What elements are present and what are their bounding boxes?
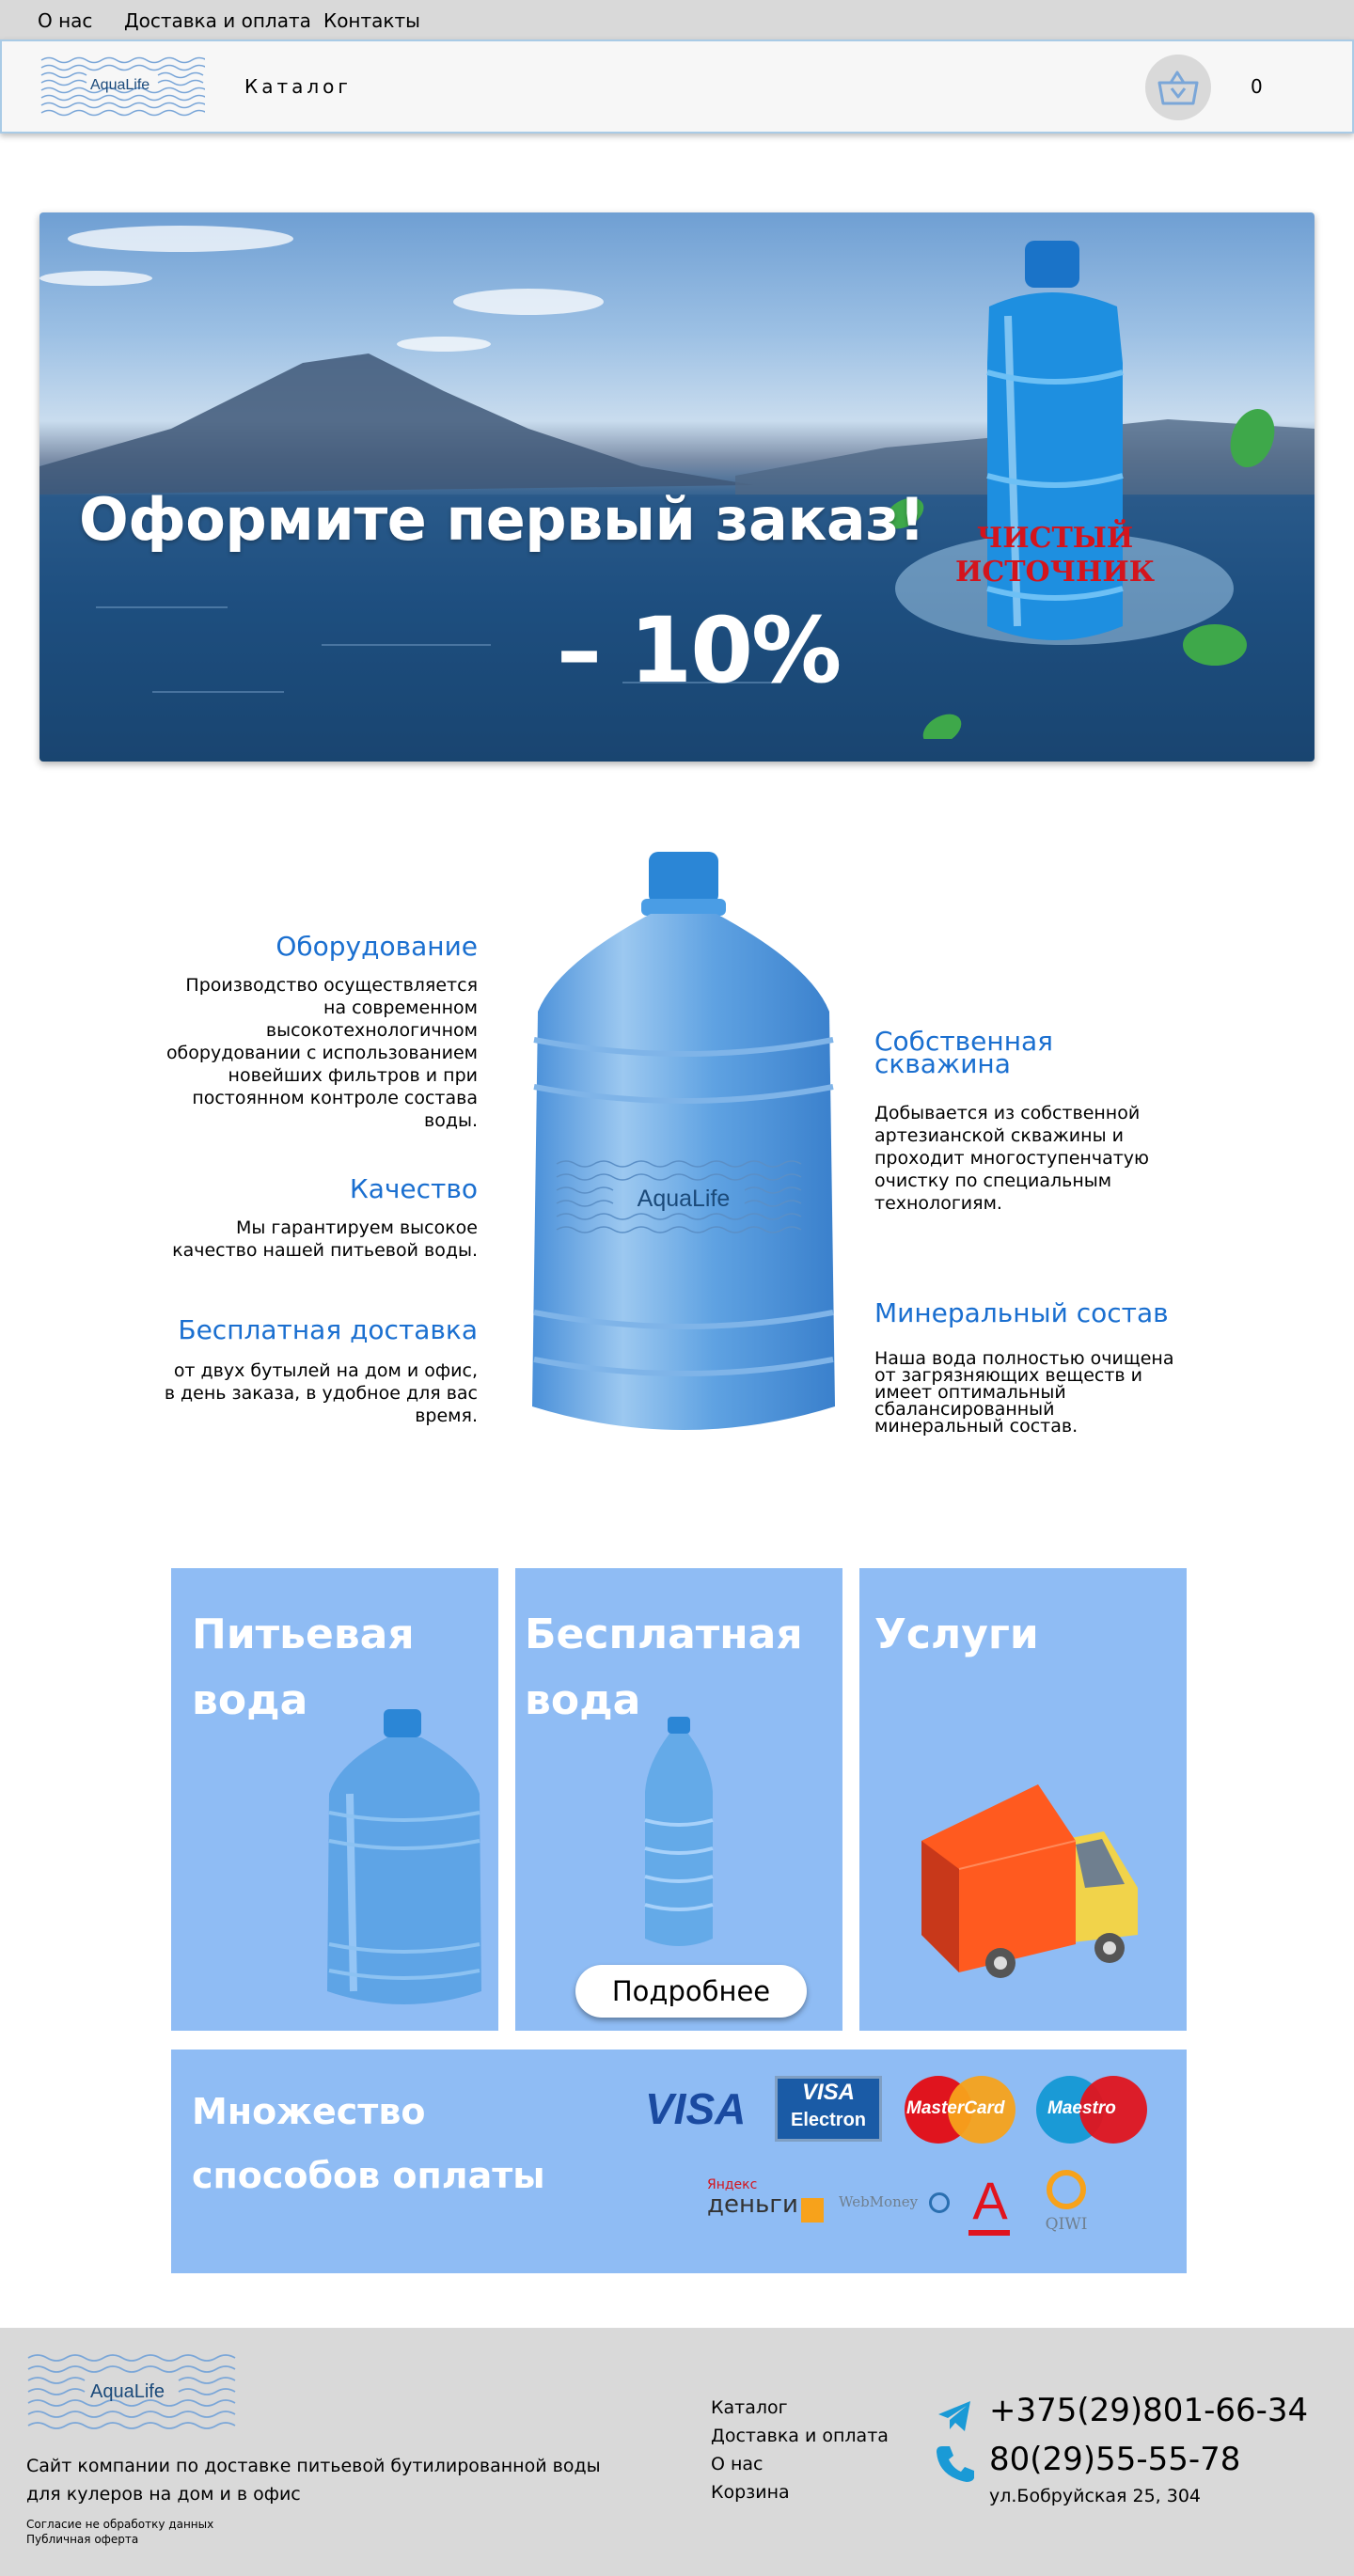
header-logo[interactable] [39,55,205,122]
yandex-money-logo: Яндекс деньги [707,2177,829,2230]
visa-electron-logo: VISA Electron [775,2076,882,2142]
phone-telegram[interactable]: +375(29)801-66-34 [989,2392,1309,2429]
footer-link-cart[interactable]: Корзина [711,2482,790,2503]
card-services-title: Услуги [874,1610,1039,1658]
cart-button[interactable] [1145,55,1211,120]
nav-contacts-link[interactable]: Контакты [323,9,420,32]
basket-icon [1145,55,1211,120]
promo-banner[interactable] [39,212,1315,762]
nav-delivery-link[interactable]: Доставка и оплата [124,9,311,32]
top-navigation [0,0,1354,41]
phone-number[interactable]: 80(29)55-55-78 [989,2441,1241,2478]
mastercard-logo: MasterCard [905,2076,1016,2144]
feature-quality-title: Качество [349,1173,478,1204]
water-jug-image [322,1709,487,2019]
delivery-truck-image [916,1784,1151,1982]
webmoney-logo: WebMoney [839,2192,950,2219]
logo-text: AquaLife [90,77,150,93]
card-payment-methods [171,2050,1187,2273]
feature-delivery-text: от двух бутылей на дом и офис, в день заказа, в удобное для вас время. [164,1360,478,1426]
bottle-label-line1: ЧИСТЫЙ [976,522,1134,555]
water-bottle-image [519,852,848,1463]
nav-about-link[interactable]: О нас [38,9,93,32]
feature-equipment-title: Оборудование [276,931,478,962]
features-section [0,837,1354,1476]
footer-description: Сайт компании по доставке питьевой бутилированной воды для кулеров на дом и в офис [26,2456,601,2505]
feature-quality-text: Мы гарантируем высокое качество нашей питьевой воды. [172,1217,478,1261]
visa-logo: VISA [645,2084,747,2133]
cart-count: 0 [1251,75,1263,98]
feature-delivery-title: Бесплатная доставка [178,1314,478,1345]
feature-equipment-text: Производство осуществляется на современном высокотехнологичном оборудовании с использованием новейших фильтров и при постоянном контроле состава воды. [165,975,478,1131]
footer-logo-text: AquaLife [90,2381,165,2402]
footer-link-about[interactable]: О нас [711,2454,764,2474]
card-free-title: Бесплатная вода [525,1610,803,1724]
feature-well-title: Собственная скважина [874,1026,1053,1079]
card-free-water[interactable] [515,1568,842,2031]
footer-logo[interactable] [26,2352,239,2439]
phone-icon[interactable] [935,2442,976,2484]
footer-offer-link[interactable]: Публичная оферта [26,2533,139,2546]
footer-link-delivery[interactable]: Доставка и оплата [711,2426,889,2446]
water-bottle-splash-image [876,231,1290,739]
payment-title: Множество способов оплаты [192,2091,545,2196]
hero-title: Оформите первый заказ! [79,485,925,554]
water-bottle-small-image [639,1717,718,1952]
feature-minerals-text: Наша вода полностью очищена от загрязняющих веществ и имеет оптимальный сбалансированный минеральный состав. [874,1348,1174,1437]
footer-consent-link[interactable]: Согласие не обработку данных [26,2518,214,2531]
qiwi-logo: QIWI [1038,2170,1094,2249]
card-drinking-water[interactable] [171,1568,498,2031]
footer-link-catalog[interactable]: Каталог [711,2397,788,2418]
maestro-logo: Maestro [1036,2076,1147,2144]
telegram-icon[interactable] [937,2397,974,2435]
card-services[interactable] [859,1568,1187,2031]
footer-address: ул.Бобруйская 25, 304 [989,2486,1202,2506]
site-footer [0,2328,1354,2576]
bottle-logo-text: AquaLife [637,1186,731,1212]
more-details-button[interactable]: Подробнее [575,1965,807,2018]
catalog-link[interactable]: Каталог [244,75,352,98]
bottle-label-line2: ИСТОЧНИК [954,556,1156,589]
feature-well-text: Добывается из собственной артезианской скважины и проходит многоступенчатую очистку по специальным технологиям. [874,1103,1150,1214]
alfa-bank-logo: A [968,2172,1012,2243]
site-header [0,39,1354,134]
hero-discount: – 10% [557,598,841,703]
card-drinking-title: Питьевая вода [192,1610,415,1724]
feature-minerals-title: Минеральный состав [874,1297,1169,1328]
